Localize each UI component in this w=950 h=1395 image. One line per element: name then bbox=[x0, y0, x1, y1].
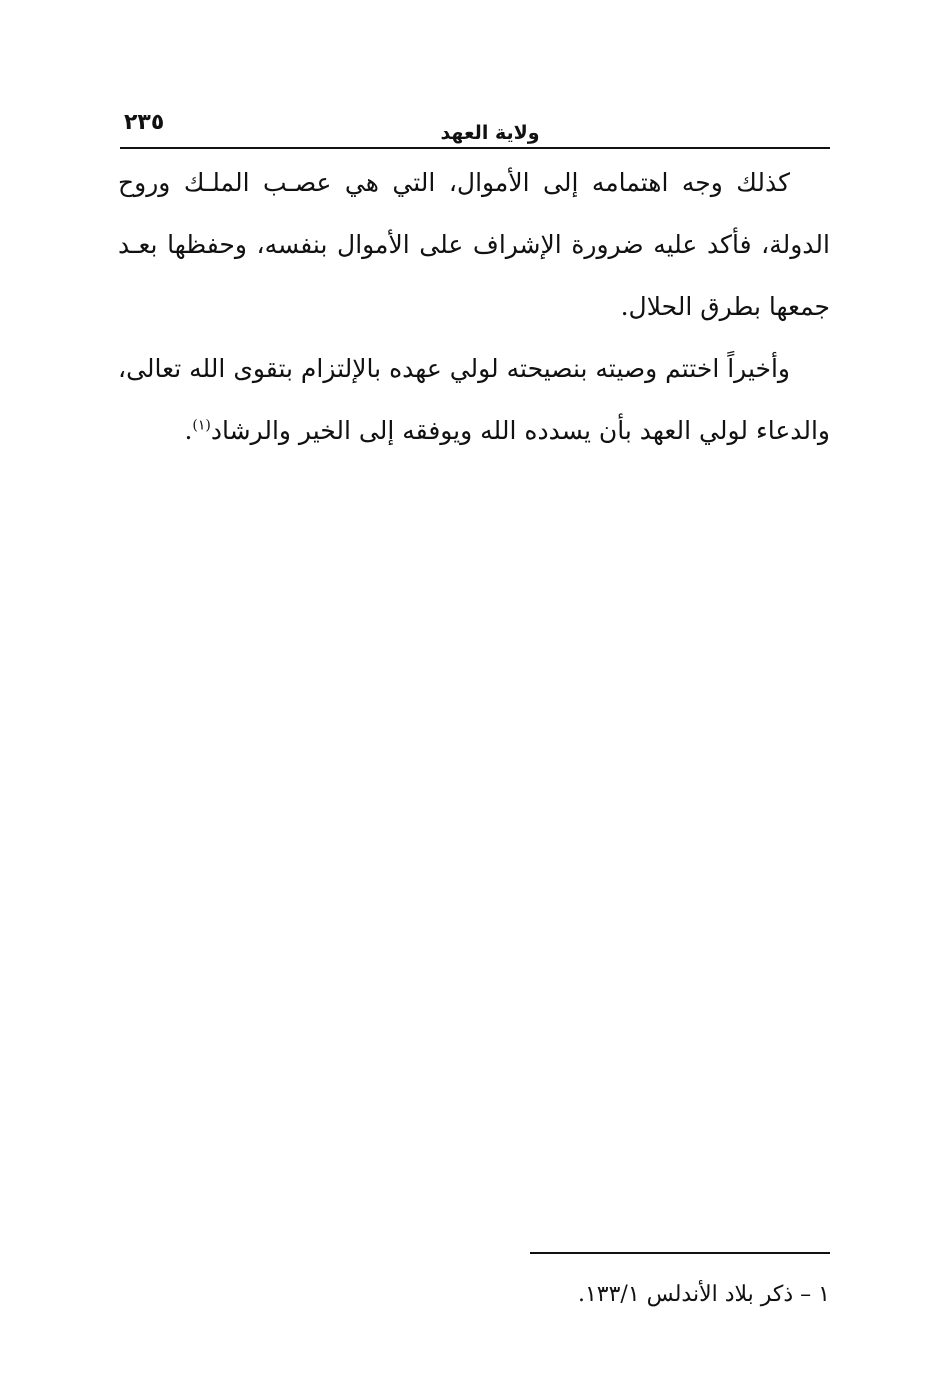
final-punctuation: . bbox=[184, 416, 193, 445]
body-text bbox=[118, 152, 830, 462]
page-number: ٢٣٥ bbox=[124, 110, 165, 135]
footnote-separator bbox=[530, 1252, 830, 1254]
paragraph-text: وأخيراً اختتم وصيته بنصيحته لولي عهده بالإلتزام بتقوى الله تعالى، والدعاء لولي العهد بأن يسدده الله ويوفقه إلى الخير والرشاد bbox=[118, 354, 830, 445]
paragraph bbox=[118, 338, 830, 462]
header-rule bbox=[120, 147, 830, 149]
footnote-reference[interactable]: (١) bbox=[192, 417, 211, 434]
running-title: ولاية العهد bbox=[440, 122, 540, 144]
paragraph: كذلك وجه اهتمامه إلى الأموال، التي هي عصـب الملـك وروح الدولة، فأكد عليه ضرورة الإشراف على الأموال بنفسه، وحفظها بعـد جمعها بطرق الحلال. bbox=[118, 168, 830, 321]
page-header bbox=[120, 108, 830, 148]
footnote: ١ – ذكر بلاد الأندلس ١٣٣/١. bbox=[577, 1282, 830, 1307]
